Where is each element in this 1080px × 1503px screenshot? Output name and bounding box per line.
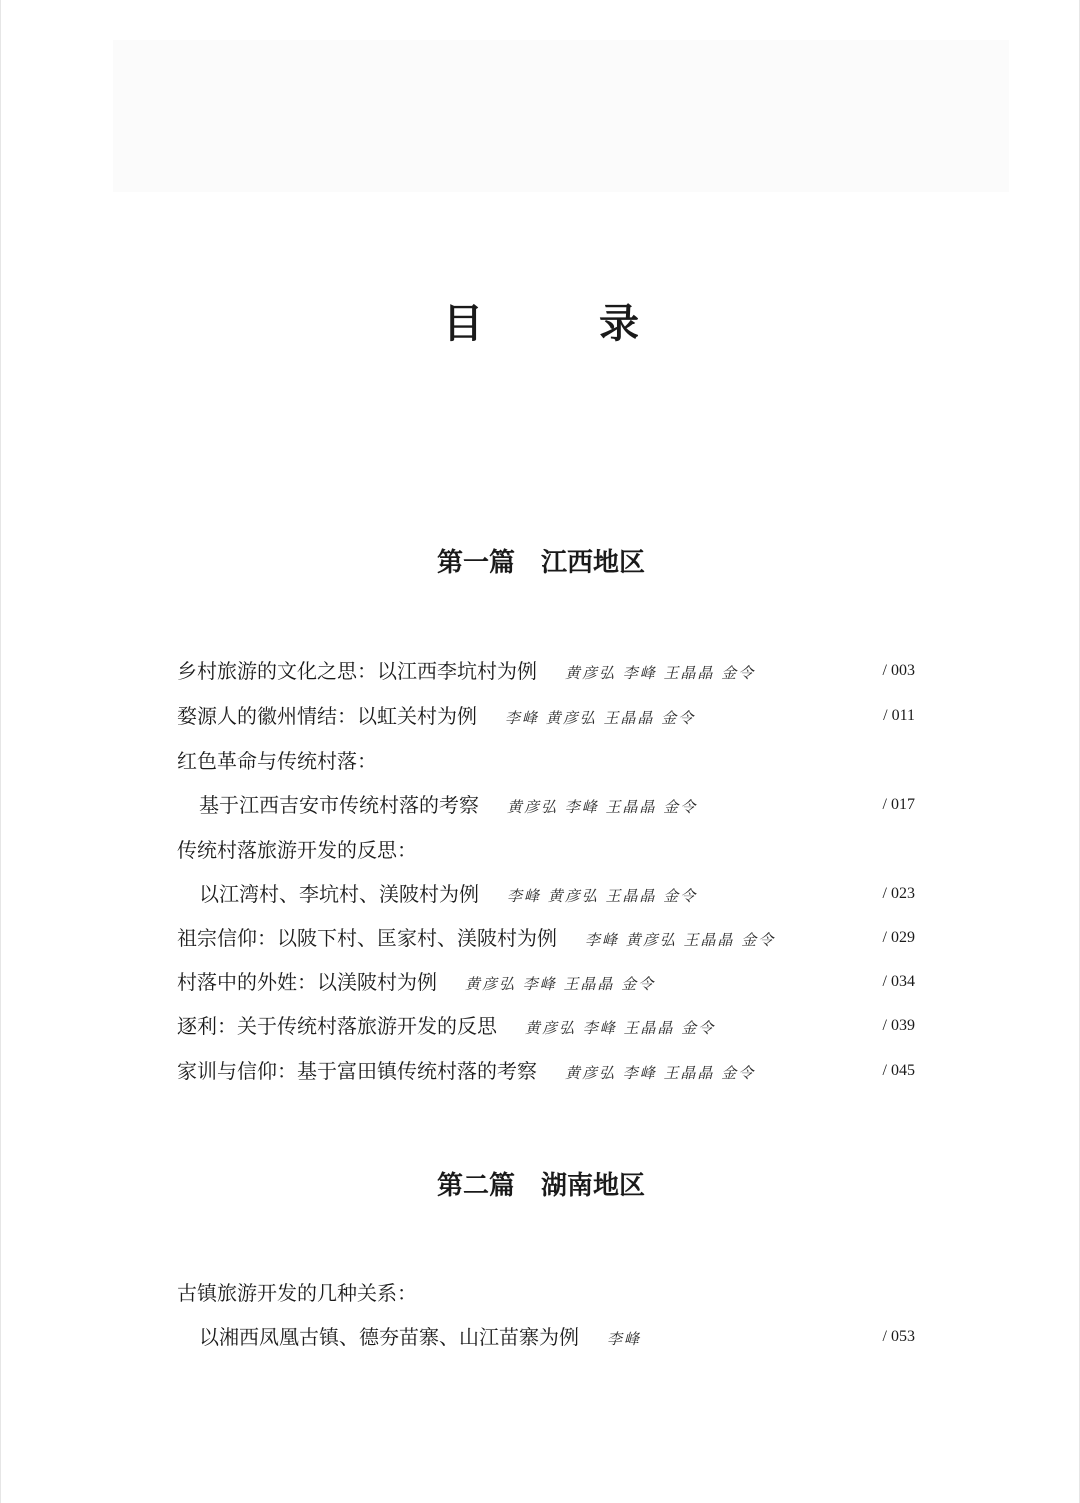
toc-entry[interactable] bbox=[177, 1278, 915, 1308]
entry-title: 村落中的外姓：以渼陂村为例 bbox=[177, 970, 437, 994]
entry-title: 家训与信仰：基于富田镇传统村落的考察 bbox=[177, 1059, 537, 1083]
entry-title: 以湘西凤凰古镇、德夯苗寨、山江苗寨为例 bbox=[199, 1325, 579, 1349]
entry-title: 逐利：关于传统村落旅游开发的反思 bbox=[177, 1014, 497, 1038]
entry-authors: 黄彦弘 李峰 王晶晶 金令 bbox=[565, 1064, 756, 1082]
entry-title: 乡村旅游的文化之思：以江西李坑村为例 bbox=[177, 659, 537, 683]
toc-entry[interactable] bbox=[177, 1056, 915, 1086]
toc-entry[interactable] bbox=[177, 967, 915, 997]
entry-title: 婺源人的徽州情结：以虹关村为例 bbox=[177, 704, 477, 728]
entry-title: 古镇旅游开发的几种关系： bbox=[177, 1281, 417, 1305]
entry-title: 传统村落旅游开发的反思： bbox=[177, 838, 417, 862]
entry-authors: 黄彦弘 李峰 王晶晶 金令 bbox=[525, 1019, 716, 1037]
entry-authors: 李峰 bbox=[607, 1330, 642, 1348]
entry-page: / 039 bbox=[882, 1017, 915, 1034]
toc-entry[interactable] bbox=[177, 746, 915, 776]
toc-entry[interactable] bbox=[199, 1322, 915, 1352]
entry-page: / 003 bbox=[882, 662, 915, 679]
entry-authors: 李峰 黄彦弘 王晶晶 金令 bbox=[507, 887, 698, 905]
toc-title: 目 录 bbox=[443, 300, 677, 347]
toc-entry[interactable] bbox=[177, 923, 915, 953]
entry-page: / 029 bbox=[882, 929, 915, 946]
entry-authors: 李峰 黄彦弘 王晶晶 金令 bbox=[585, 931, 776, 949]
entry-page: / 023 bbox=[882, 885, 915, 902]
entry-page: / 045 bbox=[882, 1062, 915, 1079]
entry-title: 基于江西吉安市传统村落的考察 bbox=[199, 793, 479, 817]
entry-title: 祖宗信仰：以陂下村、匡家村、渼陂村为例 bbox=[177, 926, 557, 950]
header-band bbox=[113, 40, 1009, 192]
section-name: 江西地区 bbox=[541, 548, 646, 578]
entry-title: 以江湾村、李坑村、渼陂村为例 bbox=[199, 882, 479, 906]
section-number: 第一篇 bbox=[436, 548, 515, 578]
toc-entry[interactable] bbox=[199, 790, 915, 820]
toc-entry[interactable] bbox=[177, 1011, 915, 1041]
entry-page: / 053 bbox=[882, 1328, 915, 1345]
entry-authors: 黄彦弘 李峰 王晶晶 金令 bbox=[507, 798, 698, 816]
entry-page: / 017 bbox=[882, 796, 915, 813]
section-title-hunan bbox=[1, 1165, 1080, 1202]
toc-entry[interactable] bbox=[199, 879, 915, 909]
entry-authors: 黄彦弘 李峰 王晶晶 金令 bbox=[565, 664, 756, 682]
section-title-jiangxi bbox=[1, 542, 1080, 579]
toc-entry[interactable] bbox=[177, 835, 915, 865]
entry-authors: 黄彦弘 李峰 王晶晶 金令 bbox=[465, 975, 656, 993]
entry-page: / 034 bbox=[882, 973, 915, 990]
entry-page: / 011 bbox=[883, 707, 915, 724]
entry-title: 红色革命与传统村落： bbox=[177, 749, 377, 773]
section-name: 湖南地区 bbox=[541, 1171, 646, 1201]
section-number: 第二篇 bbox=[436, 1171, 515, 1201]
toc-entry[interactable] bbox=[177, 656, 915, 686]
entry-authors: 李峰 黄彦弘 王晶晶 金令 bbox=[505, 709, 696, 727]
toc-entry[interactable] bbox=[177, 701, 915, 731]
